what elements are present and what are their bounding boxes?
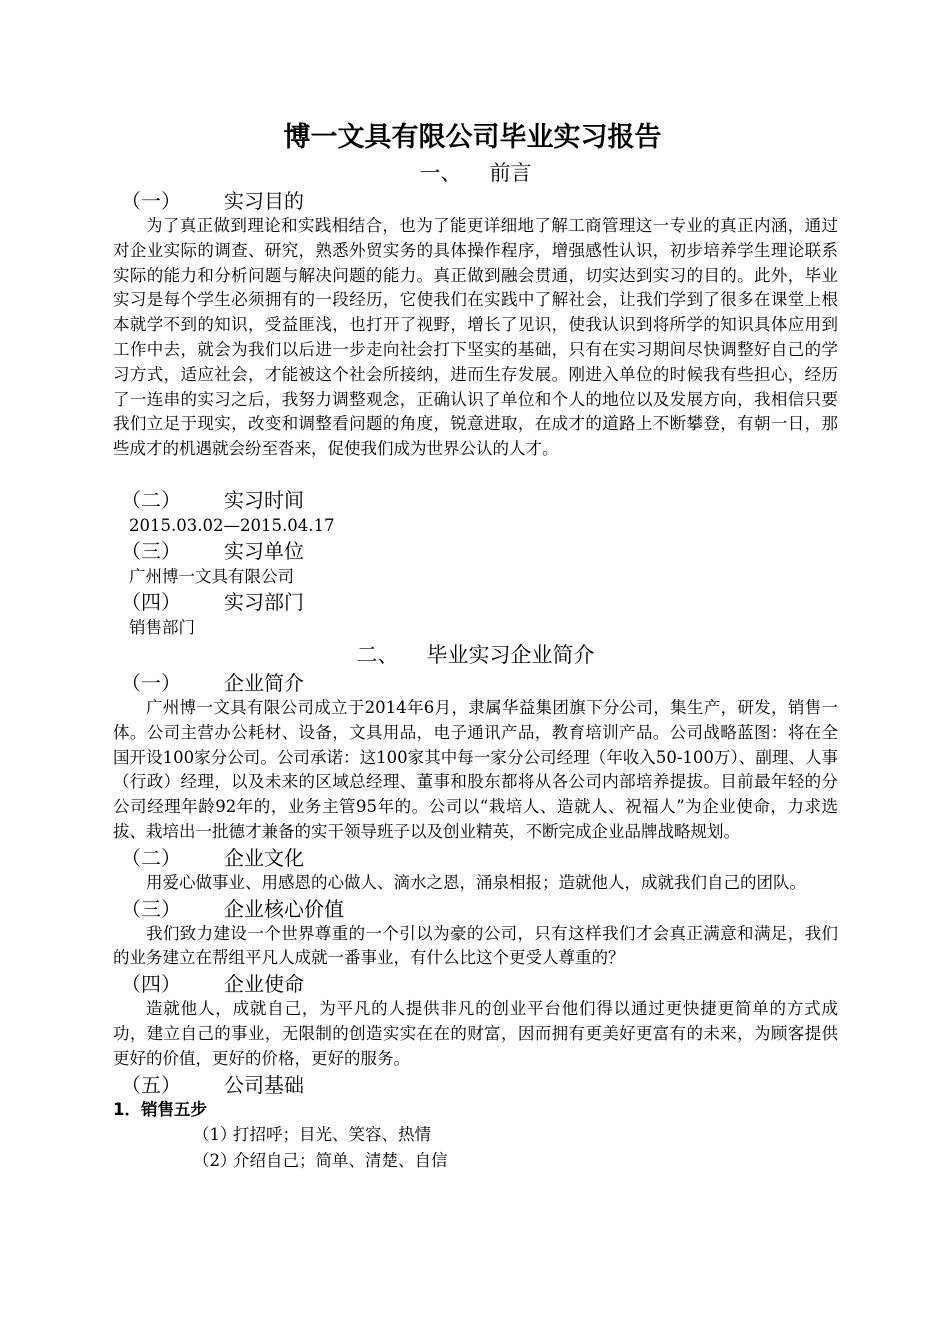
subsection-number: （二） — [121, 845, 181, 870]
list-item-text: 打招呼；目光、笑容、热情 — [233, 1124, 431, 1144]
subsection-title: 实习目的 — [224, 189, 304, 213]
internship-time: 2015.03.02—2015.04.17 — [129, 515, 335, 535]
list-item — [113, 1148, 838, 1174]
section-heading-preface — [113, 158, 838, 188]
subsection-number: （一） — [121, 670, 181, 695]
subsection-heading-time — [113, 487, 838, 513]
section-title: 前言 — [489, 161, 532, 185]
subsection-title: 实习时间 — [224, 487, 304, 512]
subsection-heading-profile — [113, 670, 838, 696]
section-heading-company — [113, 640, 838, 670]
profile-paragraph: 广州博一文具有限公司成立于2014年6月，隶属华益集团旗下分公司，集生产，研发，销售一体。公司主营办公耗材、设备，文具用品，电子通讯产品，教育培训产品。公司战略蓝图：将在全国开设100家分公司。公司承诺：这100家其中每一家分公司经理（年收入50-100万）、副理、人事（行政）经理，以及未来的区域总经理、董事和股东都将从各公司内部培养提拔。目前最年轻的分公司经理年龄92年的，业务主管95年的。公司以“栽培人、造就人、祝福人”为企业使命，力求选拔、栽培出一批德才兼备的实干领导班子以及创业精英，不断完成企业品牌战略规划。 — [113, 697, 838, 841]
subsection-title: 企业核心价值 — [224, 896, 344, 921]
subsection-heading-unit — [113, 538, 838, 564]
subsection-title: 实习单位 — [224, 538, 304, 563]
subsection-title: 企业简介 — [224, 670, 304, 695]
subsection-title: 企业文化 — [224, 845, 304, 870]
subsection-number: （一） — [121, 189, 181, 213]
list-item-number: （2） — [193, 1150, 237, 1170]
internship-department: 销售部门 — [129, 617, 195, 637]
list-item-text: 介绍自己；简单、清楚、自信 — [233, 1150, 448, 1170]
subsection-number: （四） — [121, 972, 181, 997]
report-title: 博一文具有限公司毕业实习报告 — [283, 122, 662, 153]
section-number: 一、 — [419, 161, 462, 185]
section-title: 毕业实习企业简介 — [426, 642, 595, 667]
subsection-number: （五） — [121, 1072, 181, 1097]
subsection-number: （三） — [121, 538, 181, 563]
list-item — [113, 1122, 838, 1148]
subsection-heading-mission — [113, 971, 838, 997]
sales-five-steps-heading: 1．销售五步 — [113, 1099, 207, 1119]
subsection-heading-department — [113, 589, 838, 615]
internship-unit: 广州博一文具有限公司 — [129, 566, 294, 586]
purpose-paragraph: 为了真正做到理论和实践相结合，也为了能更详细地了解工商管理这一专业的真正内涵，通过对企业实际的调查、研究，熟悉外贸实务的具体操作程序，增强感性认识，初步培养学生理论联系实际的能力和分析问题与解决问题的能力。真正做到融会贯通，切实达到实习的目的。此外，毕业实习是每个学生必须拥有的一段经历，它使我们在实践中了解社会，让我们学到了很多在课堂上根本就学不到的知识，受益匪浅，也打开了视野，增长了见识，使我认识到将所学的知识具体应用到工作中去，就会为我们以后进一步走向社会打下坚实的基础，只有在实习期间尽快调整好自己的学习方式，适应社会，才能被这个社会所接纳，进而生存发展。刚进入单位的时候我有些担心，经历了一连串的实习之后，我努力调整观念，正确认识了单位和个人的地位以及发展方向，我相信只要我们立足于现实，改变和调整看问题的角度，锐意进取，在成才的道路上不断攀登，有朝一日，那些成才的机遇就会纷至沓来，促使我们成为世界公认的人才。 — [113, 216, 838, 459]
list-item-number: （1） — [193, 1124, 237, 1144]
subsection-title: 公司基础 — [224, 1072, 304, 1097]
subsection-title: 企业使命 — [224, 972, 304, 997]
subsection-heading-purpose — [113, 188, 838, 214]
subsection-number: （二） — [121, 487, 181, 512]
subsection-heading-culture — [113, 845, 838, 871]
values-paragraph: 我们致力建设一个世界尊重的一个引以为豪的公司，只有这样我们才会真正满意和满足，我们的业务建立在帮组平凡人成就一番事业，有什么比这个更受人尊重的？ — [113, 923, 838, 968]
section-number: 二、 — [356, 642, 399, 667]
mission-paragraph: 造就他人，成就自己，为平凡的人提供非凡的创业平台他们得以通过更快捷更简单的方式成功，建立自己的事业，无限制的创造实实在在的财富，因而拥有更美好更富有的未来，为顾客提供更好的价值，更好的价格，更好的服务。 — [113, 999, 838, 1068]
subsection-heading-values — [113, 896, 838, 922]
spacer — [113, 462, 838, 487]
subsection-title: 实习部门 — [224, 589, 304, 614]
subsection-number: （三） — [121, 896, 181, 921]
subsection-heading-basics — [113, 1072, 838, 1098]
subsection-number: （四） — [121, 589, 181, 614]
document-body — [113, 118, 838, 1174]
culture-paragraph: 用爱心做事业、用感恩的心做人、滴水之恩，涌泉相报；造就他人，成就我们自己的团队。 — [146, 872, 806, 892]
